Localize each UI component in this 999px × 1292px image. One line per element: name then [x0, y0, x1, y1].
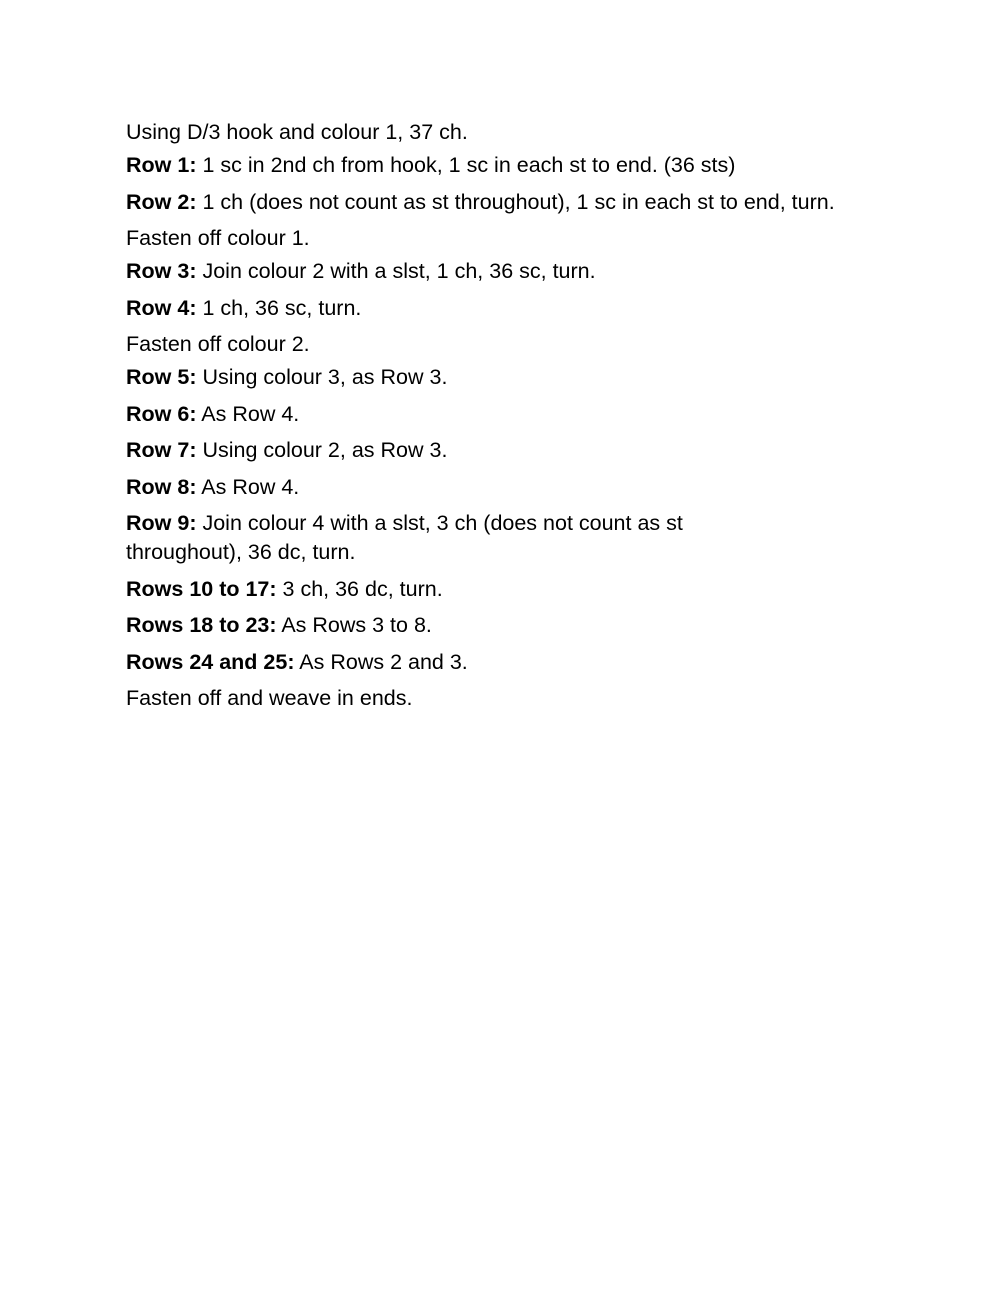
instruction-text: 3 ch, 36 dc, turn.: [276, 576, 443, 601]
row-label: Rows 10 to 17:: [126, 576, 277, 601]
instruction-line: [126, 575, 886, 604]
row-label: Row 6:: [126, 401, 197, 426]
instruction-line: [126, 151, 886, 180]
row-label: Row 5:: [126, 365, 197, 389]
instruction-text: Fasten off colour 2.: [126, 332, 310, 356]
instruction-text: Fasten off colour 1.: [126, 226, 310, 250]
instruction-line: [126, 648, 886, 677]
instruction-line: [126, 436, 886, 465]
instruction-line: [126, 118, 886, 147]
instruction-text: Join colour 2 with a slst, 1 ch, 36 sc, turn.: [196, 259, 596, 283]
instruction-text: As Row 4.: [196, 474, 300, 499]
instruction-text: Using colour 2, as Row 3.: [196, 438, 448, 462]
instruction-text: As Rows 3 to 8.: [276, 613, 432, 637]
instruction-text: Using colour 3, as Row 3.: [196, 365, 448, 389]
instruction-line: [126, 330, 886, 359]
instruction-line: [126, 363, 886, 392]
instruction-line: [126, 473, 886, 502]
instruction-text: Fasten off and weave in ends.: [126, 686, 413, 710]
instruction-text: As Rows 2 and 3.: [294, 649, 468, 674]
row-label: Rows 24 and 25:: [126, 649, 295, 674]
pattern-instructions: [126, 118, 886, 721]
instruction-line: [126, 509, 776, 567]
row-label: Row 7:: [126, 438, 197, 462]
row-label: Row 3:: [126, 259, 197, 283]
instruction-text: 1 ch (does not count as st throughout), 1 sc in each st to end, turn.: [196, 189, 835, 214]
instruction-line: [126, 294, 886, 323]
instruction-line: [126, 400, 886, 429]
row-label: Row 4:: [126, 295, 197, 320]
instruction-text: Join colour 4 with a slst, 3 ch (does not count as st throughout), 36 dc, turn.: [126, 511, 683, 564]
row-label: Row 9:: [126, 511, 197, 535]
instruction-text: 1 sc in 2nd ch from hook, 1 sc in each st to end. (36 sts): [196, 153, 736, 177]
instruction-text: As Row 4.: [196, 401, 300, 426]
instruction-line: [126, 224, 886, 253]
instruction-line: [126, 257, 886, 286]
row-label: Row 1:: [126, 153, 197, 177]
instruction-line: [126, 188, 886, 217]
row-label: Row 2:: [126, 189, 197, 214]
row-label: Rows 18 to 23:: [126, 613, 277, 637]
instruction-text: 1 ch, 36 sc, turn.: [196, 295, 362, 320]
instruction-text: Using D/3 hook and colour 1, 37 ch.: [126, 120, 468, 144]
instruction-line: [126, 684, 886, 713]
instruction-line: [126, 611, 886, 640]
row-label: Row 8:: [126, 474, 197, 499]
